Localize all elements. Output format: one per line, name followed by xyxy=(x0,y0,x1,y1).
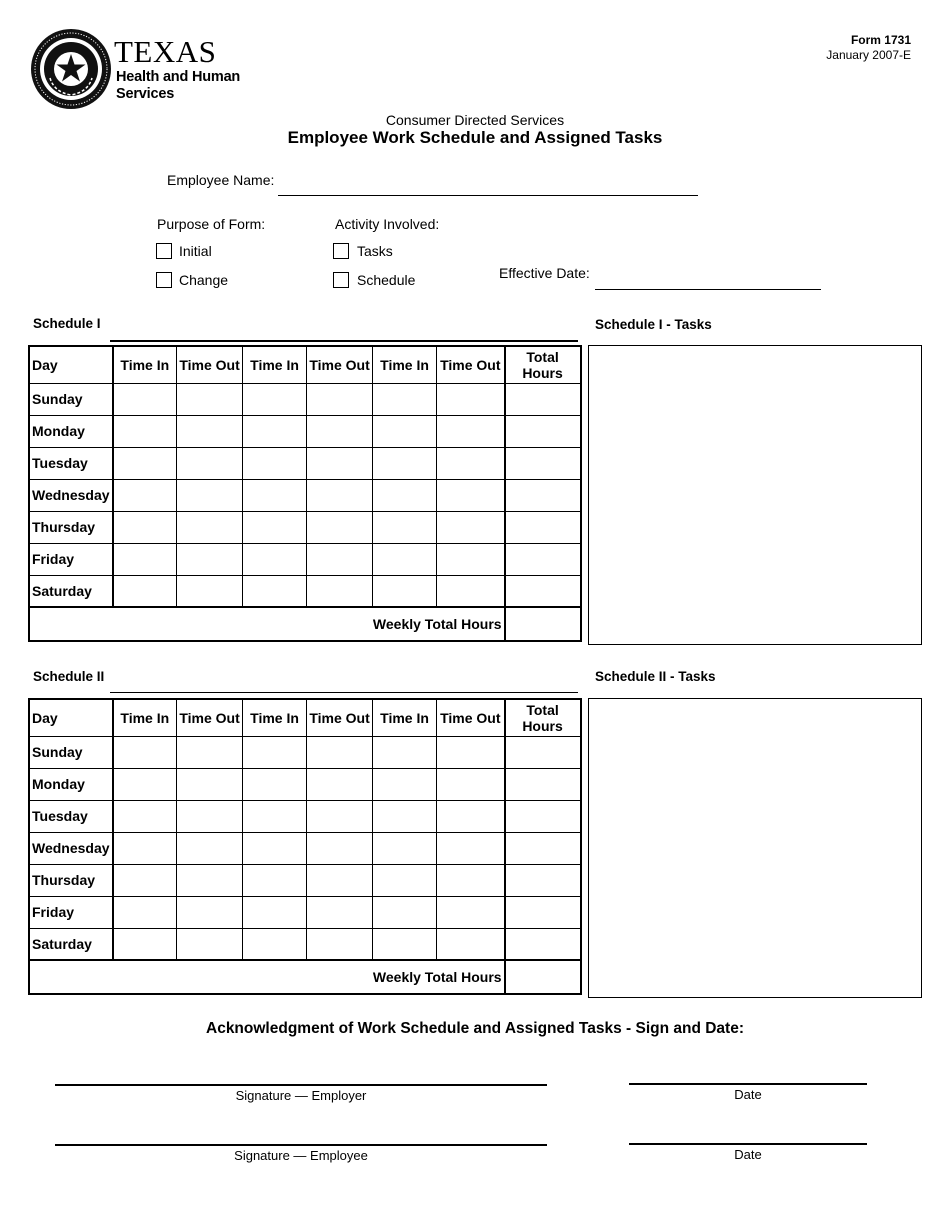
total-hours-cell[interactable] xyxy=(505,800,581,832)
time-entry-cell[interactable] xyxy=(243,479,307,511)
time-entry-cell[interactable] xyxy=(113,511,177,543)
schedule-2-rule xyxy=(110,692,578,693)
time-entry-cell[interactable] xyxy=(437,768,505,800)
total-hours-cell[interactable] xyxy=(505,511,581,543)
time-column-header: Time In xyxy=(113,699,177,736)
time-column-header: Time Out xyxy=(307,699,373,736)
total-hours-cell[interactable] xyxy=(505,383,581,415)
table-row xyxy=(29,479,581,511)
employer-date-label: Date xyxy=(734,1087,762,1102)
schedule-1-tasks-title: Schedule I - Tasks xyxy=(595,317,712,332)
time-entry-cell[interactable] xyxy=(307,447,373,479)
time-column-header: Time Out xyxy=(437,699,505,736)
time-entry-cell[interactable] xyxy=(243,768,307,800)
day-cell: Thursday xyxy=(29,511,113,543)
total-hours-cell[interactable] xyxy=(505,543,581,575)
time-entry-cell[interactable] xyxy=(307,575,373,607)
table-row xyxy=(29,864,581,896)
purpose-of-form-label: Purpose of Form: xyxy=(157,216,266,232)
time-entry-cell[interactable] xyxy=(177,543,243,575)
time-entry-cell[interactable] xyxy=(113,575,177,607)
time-entry-cell[interactable] xyxy=(437,479,505,511)
time-entry-cell[interactable] xyxy=(373,768,437,800)
form-subtitle: Consumer Directed Services xyxy=(385,112,565,128)
time-entry-cell[interactable] xyxy=(307,511,373,543)
day-cell: Wednesday xyxy=(29,832,113,864)
schedule-1-rule xyxy=(110,340,578,342)
table-row xyxy=(29,383,581,415)
time-entry-cell[interactable] xyxy=(113,479,177,511)
time-entry-cell[interactable] xyxy=(177,447,243,479)
table-row xyxy=(29,511,581,543)
time-entry-cell[interactable] xyxy=(113,415,177,447)
time-entry-cell[interactable] xyxy=(177,864,243,896)
time-entry-cell[interactable] xyxy=(177,832,243,864)
table-row xyxy=(29,415,581,447)
employee-signature-label: Signature — Employee xyxy=(234,1148,368,1163)
time-entry-cell[interactable] xyxy=(307,832,373,864)
time-entry-cell[interactable] xyxy=(113,832,177,864)
time-entry-cell[interactable] xyxy=(373,447,437,479)
time-entry-cell[interactable] xyxy=(113,896,177,928)
time-entry-cell[interactable] xyxy=(437,415,505,447)
total-hours-cell[interactable] xyxy=(505,415,581,447)
day-cell: Friday xyxy=(29,896,113,928)
schedule-2-table xyxy=(28,698,582,995)
time-entry-cell[interactable] xyxy=(437,383,505,415)
day-cell: Wednesday xyxy=(29,479,113,511)
time-entry-cell[interactable] xyxy=(437,543,505,575)
tasks-checkbox[interactable] xyxy=(333,243,349,259)
time-entry-cell[interactable] xyxy=(437,864,505,896)
employer-signature-label: Signature — Employer xyxy=(235,1088,367,1103)
time-entry-cell[interactable] xyxy=(243,543,307,575)
time-entry-cell[interactable] xyxy=(243,383,307,415)
total-hours-cell[interactable] xyxy=(505,479,581,511)
table-row xyxy=(29,896,581,928)
schedule-checkbox[interactable] xyxy=(333,272,349,288)
schedule-1-title: Schedule I xyxy=(33,316,101,331)
time-entry-cell[interactable] xyxy=(307,736,373,768)
time-entry-cell[interactable] xyxy=(243,864,307,896)
time-entry-cell[interactable] xyxy=(243,415,307,447)
total-hours-cell[interactable] xyxy=(505,736,581,768)
employer-signature-field[interactable] xyxy=(55,1084,547,1086)
time-entry-cell[interactable] xyxy=(307,896,373,928)
schedule-option-label: Schedule xyxy=(357,272,416,288)
change-option-label: Change xyxy=(179,272,229,288)
time-column-header: Time Out xyxy=(177,699,243,736)
time-column-header: Time In xyxy=(373,699,437,736)
time-entry-cell[interactable] xyxy=(113,864,177,896)
schedule-1-table xyxy=(28,345,582,642)
day-cell: Saturday xyxy=(29,575,113,607)
employee-name-label: Employee Name: xyxy=(167,172,275,188)
day-cell: Saturday xyxy=(29,928,113,960)
initial-checkbox[interactable] xyxy=(156,243,172,259)
time-entry-cell[interactable] xyxy=(113,736,177,768)
table-row xyxy=(29,447,581,479)
schedule-2-tasks-title: Schedule II - Tasks xyxy=(595,669,716,684)
tasks-option-label: Tasks xyxy=(357,243,393,259)
employee-name-field[interactable] xyxy=(278,195,698,196)
time-entry-cell[interactable] xyxy=(243,447,307,479)
time-entry-cell[interactable] xyxy=(437,928,505,960)
time-column-header: Time In xyxy=(373,346,437,383)
day-cell: Monday xyxy=(29,768,113,800)
time-entry-cell[interactable] xyxy=(243,511,307,543)
texas-hhs-seal-logo xyxy=(30,28,112,110)
time-entry-cell[interactable] xyxy=(113,447,177,479)
weekly-total-cell[interactable] xyxy=(505,960,581,994)
total-hours-cell[interactable] xyxy=(505,864,581,896)
weekly-total-row xyxy=(29,960,581,994)
time-entry-cell[interactable] xyxy=(177,511,243,543)
time-entry-cell[interactable] xyxy=(113,928,177,960)
time-entry-cell[interactable] xyxy=(307,479,373,511)
day-cell: Tuesday xyxy=(29,447,113,479)
weekly-total-label: Weekly Total Hours xyxy=(29,960,505,994)
time-entry-cell[interactable] xyxy=(243,800,307,832)
schedule-2-tasks-box[interactable] xyxy=(588,698,922,998)
form-revision-date: January 2007-E xyxy=(826,48,911,62)
time-entry-cell[interactable] xyxy=(177,415,243,447)
form-title: Employee Work Schedule and Assigned Tasks xyxy=(287,128,663,147)
time-entry-cell[interactable] xyxy=(373,736,437,768)
table-row xyxy=(29,736,581,768)
time-entry-cell[interactable] xyxy=(113,768,177,800)
time-entry-cell[interactable] xyxy=(177,768,243,800)
table-row xyxy=(29,832,581,864)
day-cell: Friday xyxy=(29,543,113,575)
time-entry-cell[interactable] xyxy=(437,832,505,864)
day-cell: Monday xyxy=(29,415,113,447)
day-cell: Thursday xyxy=(29,864,113,896)
table-header-row xyxy=(29,699,581,736)
time-entry-cell[interactable] xyxy=(177,800,243,832)
time-entry-cell[interactable] xyxy=(113,800,177,832)
day-cell: Tuesday xyxy=(29,800,113,832)
time-entry-cell[interactable] xyxy=(177,383,243,415)
time-entry-cell[interactable] xyxy=(243,928,307,960)
time-entry-cell[interactable] xyxy=(177,575,243,607)
time-entry-cell[interactable] xyxy=(177,928,243,960)
time-entry-cell[interactable] xyxy=(373,415,437,447)
time-column-header: Time In xyxy=(243,699,307,736)
time-entry-cell[interactable] xyxy=(437,896,505,928)
time-entry-cell[interactable] xyxy=(243,736,307,768)
effective-date-label: Effective Date: xyxy=(499,265,590,281)
time-entry-cell[interactable] xyxy=(437,575,505,607)
time-entry-cell[interactable] xyxy=(243,832,307,864)
time-entry-cell[interactable] xyxy=(307,543,373,575)
time-entry-cell[interactable] xyxy=(437,447,505,479)
total-hours-cell[interactable] xyxy=(505,832,581,864)
employee-signature-field[interactable] xyxy=(55,1144,547,1146)
day-cell: Sunday xyxy=(29,736,113,768)
total-hours-column-header: Total Hours xyxy=(505,346,581,383)
time-entry-cell[interactable] xyxy=(113,543,177,575)
agency-name-line2: Health and Human xyxy=(116,69,241,85)
time-entry-cell[interactable] xyxy=(373,832,437,864)
time-entry-cell[interactable] xyxy=(373,511,437,543)
table-row xyxy=(29,543,581,575)
change-checkbox[interactable] xyxy=(156,272,172,288)
form-number: Form 1731 xyxy=(850,33,911,47)
agency-name-texas: TEXAS xyxy=(114,34,217,69)
time-entry-cell[interactable] xyxy=(373,928,437,960)
day-column-header: Day xyxy=(29,699,113,736)
table-header-row xyxy=(29,346,581,383)
time-column-header: Time Out xyxy=(437,346,505,383)
schedule-2-title: Schedule II xyxy=(33,669,105,684)
time-entry-cell[interactable] xyxy=(307,928,373,960)
time-entry-cell[interactable] xyxy=(177,896,243,928)
time-entry-cell[interactable] xyxy=(113,383,177,415)
table-row xyxy=(29,928,581,960)
table-row xyxy=(29,768,581,800)
total-hours-cell[interactable] xyxy=(505,928,581,960)
employer-date-field[interactable] xyxy=(629,1083,867,1085)
time-entry-cell[interactable] xyxy=(307,800,373,832)
time-entry-cell[interactable] xyxy=(177,736,243,768)
time-entry-cell[interactable] xyxy=(373,543,437,575)
time-column-header: Time Out xyxy=(177,346,243,383)
effective-date-field[interactable] xyxy=(595,289,821,290)
table-row xyxy=(29,800,581,832)
time-entry-cell[interactable] xyxy=(307,864,373,896)
weekly-total-label: Weekly Total Hours xyxy=(29,607,505,641)
weekly-total-cell[interactable] xyxy=(505,607,581,641)
time-entry-cell[interactable] xyxy=(437,736,505,768)
employee-date-field[interactable] xyxy=(629,1143,867,1145)
time-entry-cell[interactable] xyxy=(307,383,373,415)
time-entry-cell[interactable] xyxy=(437,511,505,543)
time-entry-cell[interactable] xyxy=(373,896,437,928)
time-entry-cell[interactable] xyxy=(307,768,373,800)
employee-date-label: Date xyxy=(734,1147,762,1162)
initial-option-label: Initial xyxy=(179,243,212,259)
time-entry-cell[interactable] xyxy=(437,800,505,832)
time-column-header: Time Out xyxy=(307,346,373,383)
time-entry-cell[interactable] xyxy=(243,575,307,607)
table-row xyxy=(29,575,581,607)
time-entry-cell[interactable] xyxy=(243,896,307,928)
total-hours-column-header: Total Hours xyxy=(505,699,581,736)
time-entry-cell[interactable] xyxy=(307,415,373,447)
activity-involved-label: Activity Involved: xyxy=(335,216,440,232)
time-entry-cell[interactable] xyxy=(373,383,437,415)
time-entry-cell[interactable] xyxy=(373,864,437,896)
day-column-header: Day xyxy=(29,346,113,383)
day-cell: Sunday xyxy=(29,383,113,415)
time-entry-cell[interactable] xyxy=(373,575,437,607)
agency-name-line3: Services xyxy=(116,86,175,102)
acknowledgment-title: Acknowledgment of Work Schedule and Assigned Tasks - Sign and Date: xyxy=(206,1020,744,1037)
total-hours-cell[interactable] xyxy=(505,575,581,607)
total-hours-cell[interactable] xyxy=(505,896,581,928)
time-column-header: Time In xyxy=(113,346,177,383)
weekly-total-row xyxy=(29,607,581,641)
schedule-1-tasks-box[interactable] xyxy=(588,345,922,645)
time-column-header: Time In xyxy=(243,346,307,383)
time-entry-cell[interactable] xyxy=(373,800,437,832)
time-entry-cell[interactable] xyxy=(177,479,243,511)
time-entry-cell[interactable] xyxy=(373,479,437,511)
total-hours-cell[interactable] xyxy=(505,447,581,479)
total-hours-cell[interactable] xyxy=(505,768,581,800)
